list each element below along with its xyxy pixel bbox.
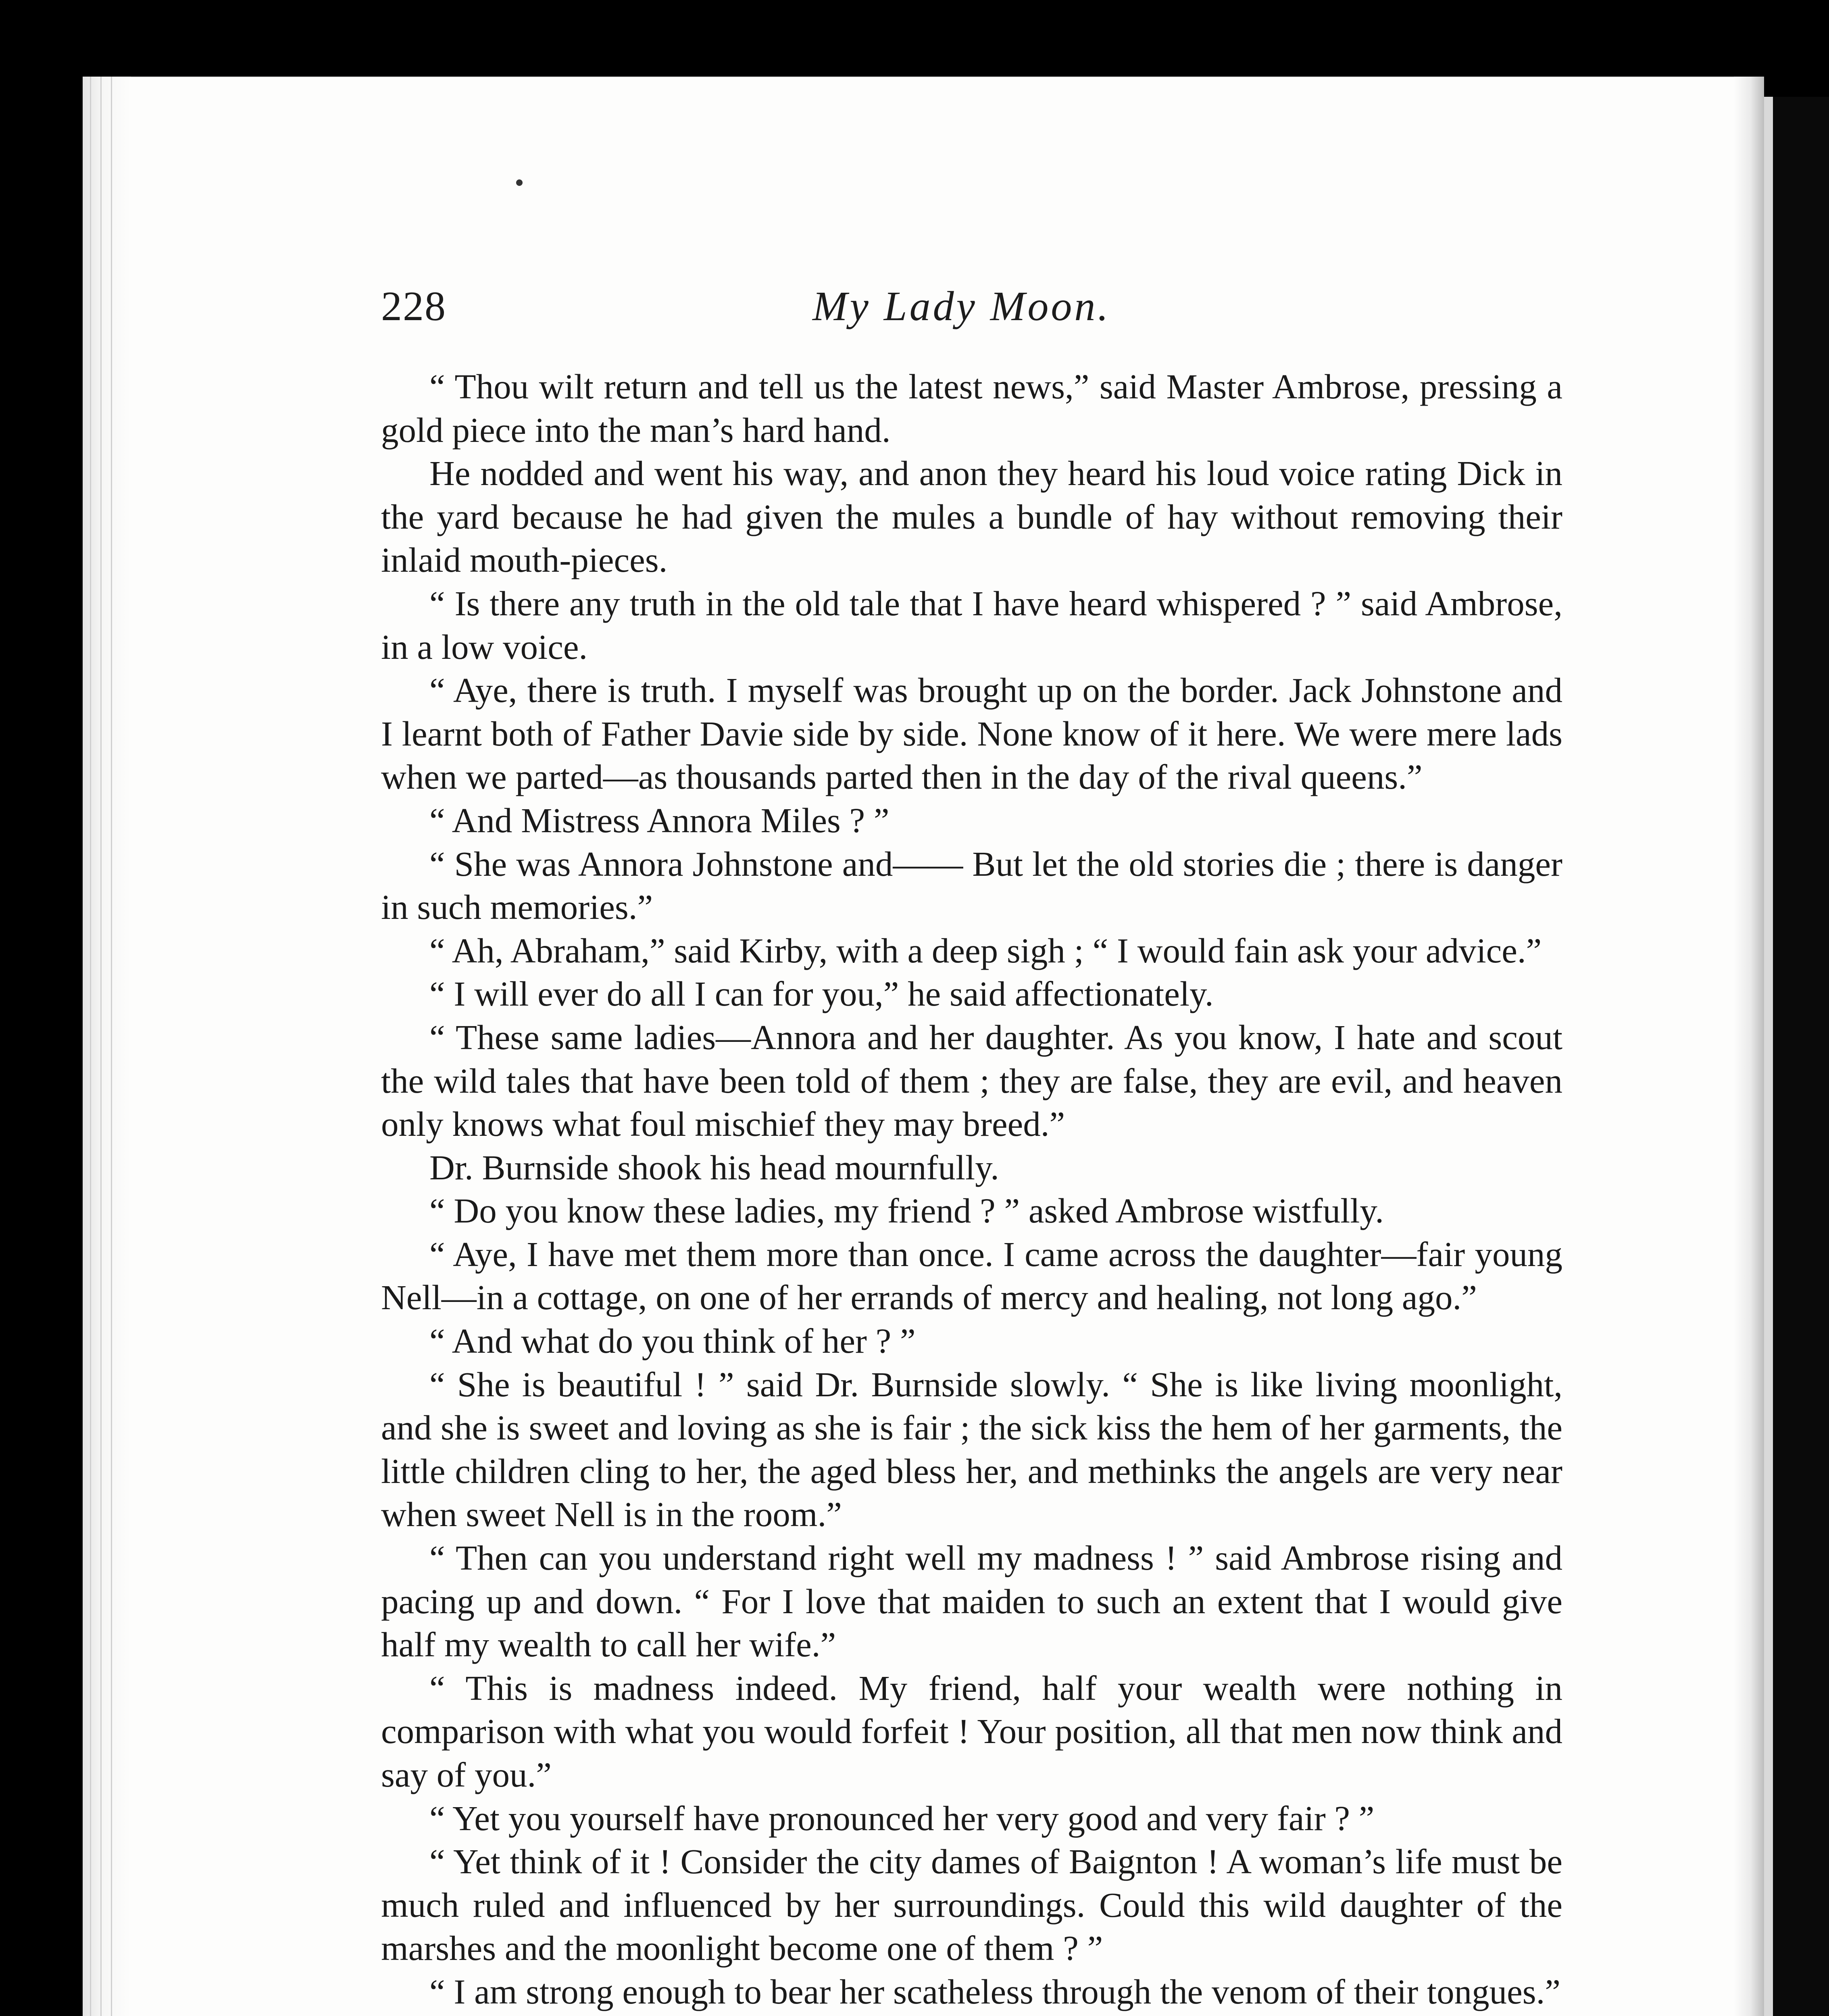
page-gutter-left <box>83 77 131 2016</box>
paragraph: “ This is madness indeed. My friend, half your wealth were nothing in comparison with what you would forfeit ! Your position, all that men now think and say of you.” <box>381 1668 1562 1794</box>
paragraph: “ Thou wilt return and tell us the latest news,” said Master Ambrose, pressing a gold piece into the man’s hard hand. <box>381 367 1562 450</box>
page-edge-right <box>1734 77 1764 2016</box>
paragraph: “ I am strong enough to bear her scatheless through the venom of their tongues.” <box>429 1972 1560 2011</box>
spine-strip <box>1764 97 1773 2016</box>
paragraph: Dr. Burnside shook his head mournfully. <box>429 1148 999 1187</box>
page-edge-line <box>90 77 91 2016</box>
paragraph: “ And Mistress Annora Miles ? ” <box>429 800 890 840</box>
page-edge-line <box>100 77 102 2016</box>
paragraph: “ Yet you yourself have pronounced her very good and very fair ? ” <box>429 1798 1375 1838</box>
paragraph: “ I will ever do all I can for you,” he said affectionately. <box>429 974 1214 1014</box>
paragraph: “ And what do you think of her ? ” <box>429 1321 916 1361</box>
ink-dot <box>516 179 523 186</box>
paragraph: “ Is there any truth in the old tale that I have heard whispered ? ” said Ambrose, in a low voice. <box>381 583 1562 666</box>
page-edge-line <box>111 77 112 2016</box>
paragraph: “ Then can you understand right well my madness ! ” said Ambrose rising and pacing up and down. “ For I love that maiden to such an extent that I would give half my wealth to call her wife.” <box>381 1538 1562 1664</box>
paragraph: “ Aye, I have met them more than once. I came across the daughter—fair young Nell—in a cottage, on one of her errands of mercy and healing, not long ago.” <box>381 1234 1562 1317</box>
paragraph: “ These same ladies—Annora and her daughter. As you know, I hate and scout the wild tales that have been told of them ; they are false, they are evil, and heaven only knows what foul mischief they may breed.” <box>381 1017 1562 1144</box>
paragraph: “ She was Annora Johnstone and—— But let the old stories die ; there is danger in such memories.” <box>381 844 1562 927</box>
paragraph: “ She is beautiful ! ” said Dr. Burnside slowly. “ She is like living moonlight, and she is sweet and loving as she is fair ; the sick kiss the hem of her garments, the little children cling to her, the aged bless her, and methinks the angels are very near when sweet Nell is in the room.” <box>381 1364 1562 1534</box>
running-title: My Lady Moon. <box>812 283 1111 329</box>
paragraph <box>381 2014 1562 2016</box>
body-text <box>381 365 1562 2016</box>
paragraph: He nodded and went his way, and anon they heard his loud voice rating Dick in the yard because he had given the mules a bundle of hay without removing their inlaid mouth-pieces. <box>381 454 1562 580</box>
book-spine <box>1764 97 1829 2016</box>
paragraph: “ Do you know these ladies, my friend ? ” asked Ambrose wistfully. <box>429 1191 1384 1231</box>
page-header <box>381 282 1562 339</box>
paragraph: “ Aye, there is truth. I myself was brought up on the border. Jack Johnstone and I learnt both of Father Davie side by side. None know of it here. We were mere lads when we parted—as thousands parted then in the day of the rival queens.” <box>381 671 1562 797</box>
paragraph: “ Yet think of it ! Consider the city dames of Baignton ! A woman’s life must be much ruled and influenced by her surroundings. Could this wild daughter of the marshes and the moonlight become one of them ? ” <box>381 1842 1562 1968</box>
paragraph: “ Ah, Abraham,” said Kirby, with a deep sigh ; “ I would fain ask your advice.” <box>429 931 1542 970</box>
page-number: 228 <box>381 283 446 329</box>
